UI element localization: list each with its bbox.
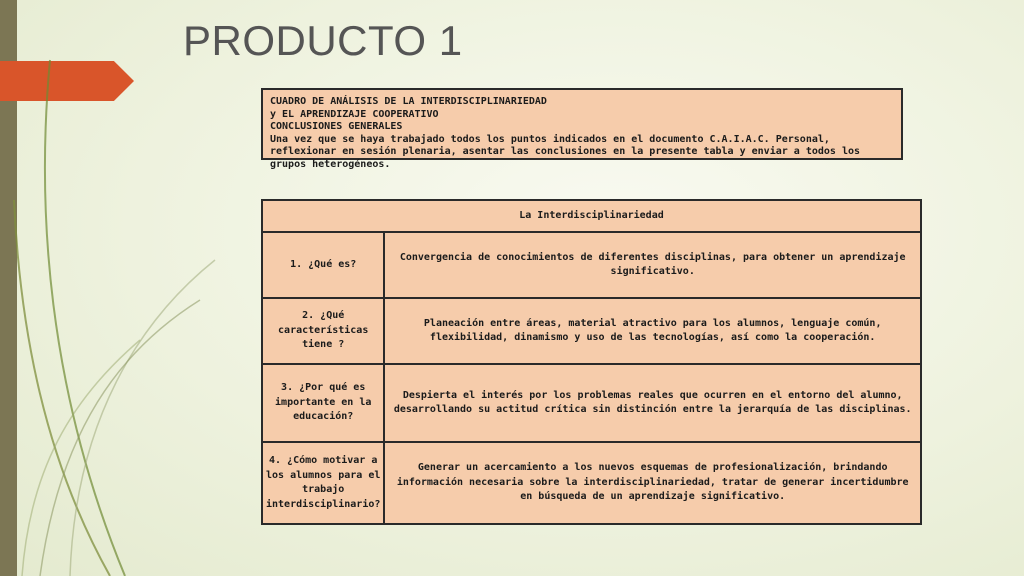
slide-title: PRODUCTO 1 [183,17,463,64]
answer-cell: Despierta el interés por los problemas reales que ocurren en el entorno del alumno, desarrollando su actitud crítica sin distinción entre la jerarquía de las disciplinas. [384,364,921,442]
table-row [262,364,921,442]
box-title-line-2: y EL APRENDIZAJE COOPERATIVO [270,108,439,120]
analysis-table [261,199,922,525]
answer-cell: Convergencia de conocimientos de diferentes disciplinas, para obtener un aprendizaje significativo. [384,232,921,298]
instructions-box [261,88,903,170]
box-description: Una vez que se haya trabajado todos los puntos indicados en el documento C.A.I.A.C. Personal, reflexionar en sesión plenaria, asentar las conclusiones en la presente tabla y enviar a todos los grupos heterogéneos. [270,133,861,170]
question-cell: 1. ¿Qué es? [262,232,384,298]
question-cell: 4. ¿Cómo motivar a los alumnos para el trabajo interdisciplinario? [262,442,384,524]
answer-cell: Planeación entre áreas, material atractivo para los alumnos, lenguaje común, flexibilidad, dinamismo y uso de las tecnologías, así como la cooperación. [384,298,921,364]
table-header-row [262,200,921,232]
question-cell: 2. ¿Qué características tiene ? [262,298,384,364]
question-cell: 3. ¿Por qué es importante en la educación? [262,364,384,442]
answer-cell: Generar un acercamiento a los nuevos esquemas de profesionalización, brindando información necesaria sobre la interdisciplinariedad, tratar de generar incertidumbre en búsqueda de un aprendizaje significativo. [384,442,921,524]
box-title-line-3: CONCLUSIONES GENERALES [270,121,403,132]
box-title-line-1: CUADRO DE ANÁLISIS DE LA INTERDISCIPLINARIEDAD [270,96,547,107]
table-row [262,298,921,364]
table-row [262,442,921,524]
decorative-grass-lines [0,0,260,576]
table-row [262,232,921,298]
table-heading: La Interdisciplinariedad [262,200,921,232]
